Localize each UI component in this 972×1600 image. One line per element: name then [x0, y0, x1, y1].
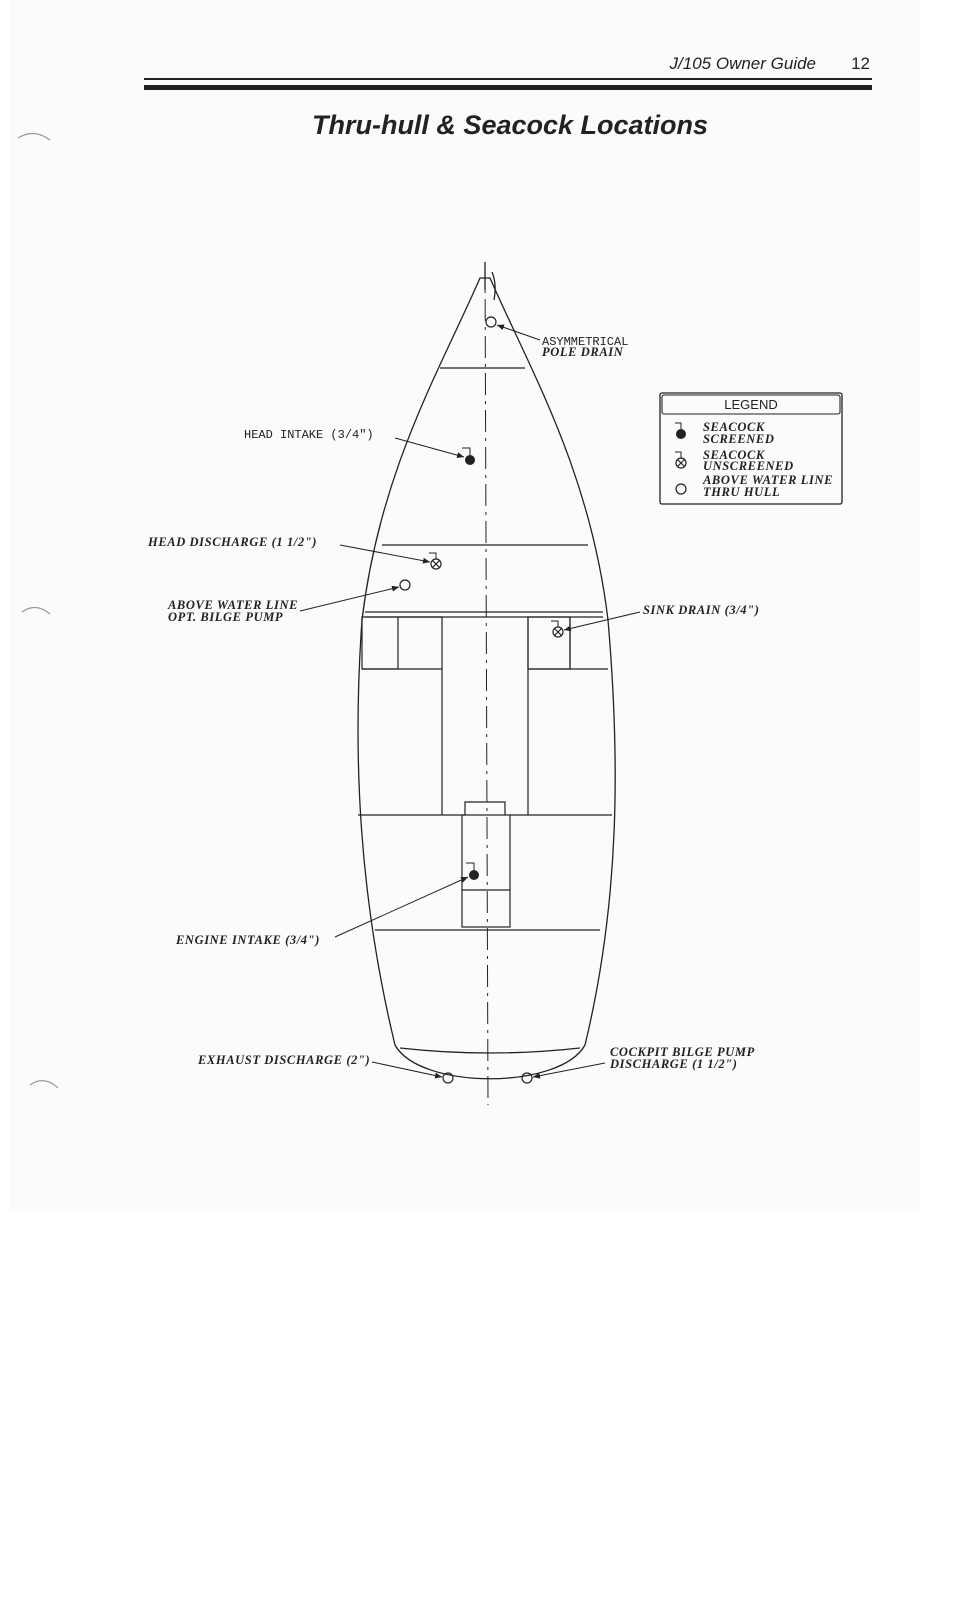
- centerline: [485, 262, 488, 1105]
- label-opt-bilge-pump: OPT. BILGE PUMP: [168, 610, 284, 624]
- filled-seacock-icon: [675, 423, 686, 439]
- legend-item-3-line2: THRU HULL: [703, 485, 781, 499]
- guide-title: J/105 Owner Guide: [669, 54, 816, 73]
- label-asymmetrical: ASYMMETRICAL: [542, 335, 629, 349]
- legend-item-2-line1: SEACOCK: [703, 448, 765, 462]
- legend-item-3-line1: ABOVE WATER LINE: [703, 473, 834, 487]
- legend-item-1-line1: SEACOCK: [703, 420, 765, 434]
- open-circle-icon: [522, 1073, 532, 1083]
- open-circle-icon: [486, 317, 496, 327]
- label-sink-drain: SINK DRAIN (3/4"): [643, 603, 760, 617]
- label-engine-intake: ENGINE INTAKE (3/4"): [176, 933, 320, 947]
- binder-hole-marks: [18, 133, 58, 1088]
- open-circle-icon: [400, 580, 410, 590]
- legend-title: LEGEND: [724, 397, 778, 412]
- crossed-seacock-icon: [551, 621, 563, 637]
- label-above-water-line: ABOVE WATER LINE: [168, 598, 299, 612]
- page-title: Thru-hull & Seacock Locations: [311, 110, 709, 140]
- page-number: 12: [851, 54, 870, 73]
- legend: [660, 393, 842, 504]
- label-cockpit-discharge: DISCHARGE (1 1/2"): [610, 1057, 738, 1071]
- open-circle-icon: [676, 484, 686, 494]
- label-exhaust-discharge: EXHAUST DISCHARGE (2"): [198, 1053, 371, 1067]
- label-head-intake: HEAD INTAKE (3/4"): [244, 428, 374, 442]
- label-pole-drain: POLE DRAIN: [542, 345, 624, 359]
- interior-layout: [358, 368, 612, 930]
- crossed-seacock-icon: [429, 553, 441, 569]
- label-head-discharge: HEAD DISCHARGE (1 1/2"): [148, 535, 318, 549]
- legend-item-1-line2: SCREENED: [703, 432, 775, 446]
- label-cockpit-bilge: COCKPIT BILGE PUMP: [610, 1045, 755, 1059]
- crossed-seacock-icon: [675, 452, 686, 468]
- legend-item-2-line2: UNSCREENED: [703, 459, 794, 473]
